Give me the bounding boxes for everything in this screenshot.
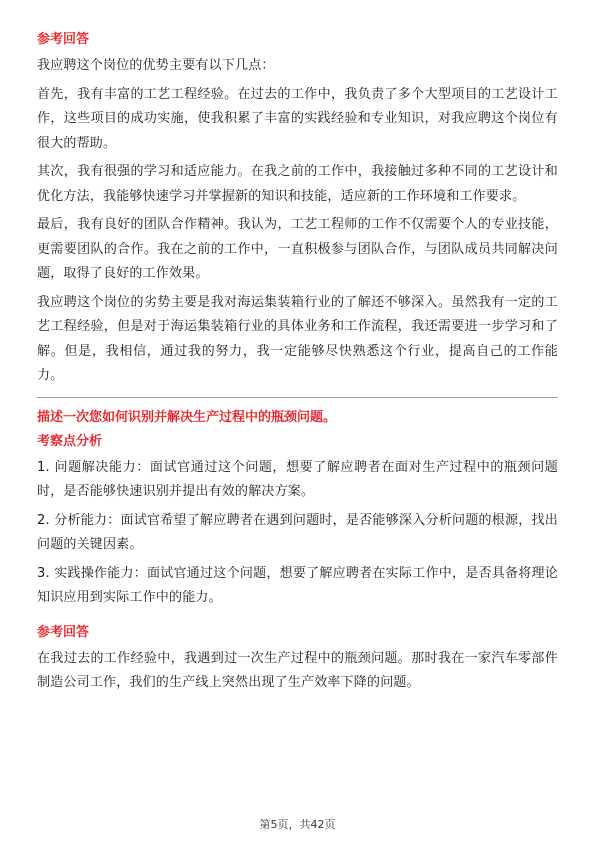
document-page — [37, 30, 558, 700]
paragraph-third: 最后，我有良好的团队合作精神。我认为，工艺工程师的工作不仅需要个人的专业技能，更需要团队的合作。我在之前的工作中，一直积极参与团队合作，与团队成员共同解决问题，取得了良好的工作效果。 — [37, 217, 558, 281]
analysis-item-2: 2. 分析能力：面试官希望了解应聘者在遇到问题时，是否能够深入分析问题的根源，找出问题的关键因素。 — [37, 512, 558, 552]
paragraph-first: 首先，我有丰富的工艺工程经验。在过去的工作中，我负责了多个大型项目的工艺设计工作，这些项目的成功实施，使我积累了丰富的实践经验和专业知识，对我应聘这个岗位有很大的帮助。 — [37, 86, 558, 151]
reference-answer-heading: 参考回答 — [37, 32, 90, 47]
question-heading: 描述一次您如何识别并解决生产过程中的瓶颈问题。 — [37, 409, 337, 425]
analysis-item-3: 3. 实践操作能力：面试官通过这个问题，想要了解应聘者在实际工作中，是否具备将理论知识应用到实际工作中的能力。 — [37, 565, 558, 605]
answer-heading: 参考回答 — [37, 624, 90, 640]
section-divider — [37, 397, 558, 398]
page-number-footer: 第5页，共42页 — [259, 818, 336, 831]
paragraph-weakness: 我应聘这个岗位的劣势主要是我对海运集装箱行业的了解还不够深入。虽然我有一定的工艺工程经验，但是对于海运集装箱行业的具体业务和工作流程，我还需要进一步学习和了解。但是，我相信，通过我的努力，我一定能够尽快熟悉这个行业，提高自己的工作能力。 — [37, 294, 558, 383]
analysis-heading: 考察点分析 — [37, 433, 103, 449]
answer-paragraph: 在我过去的工作经验中，我遇到过一次生产过程中的瓶颈问题。那时我在一家汽车零部件制造公司工作，我们的生产线上突然出现了生产效率下降的问题。 — [37, 650, 558, 690]
analysis-item-1: 1. 问题解决能力：面试官通过这个问题，想要了解应聘者在面对生产过程中的瓶颈问题时，是否能够快速识别并提出有效的解决方案。 — [37, 459, 558, 499]
paragraph-second: 其次，我有很强的学习和适应能力。在我之前的工作中，我接触过多种不同的工艺设计和优化方法，我能够快速学习并掌握新的知识和技能，适应新的工作环境和工作要求。 — [37, 164, 558, 204]
paragraph-intro: 我应聘这个岗位的优势主要有以下几点： — [37, 58, 275, 73]
